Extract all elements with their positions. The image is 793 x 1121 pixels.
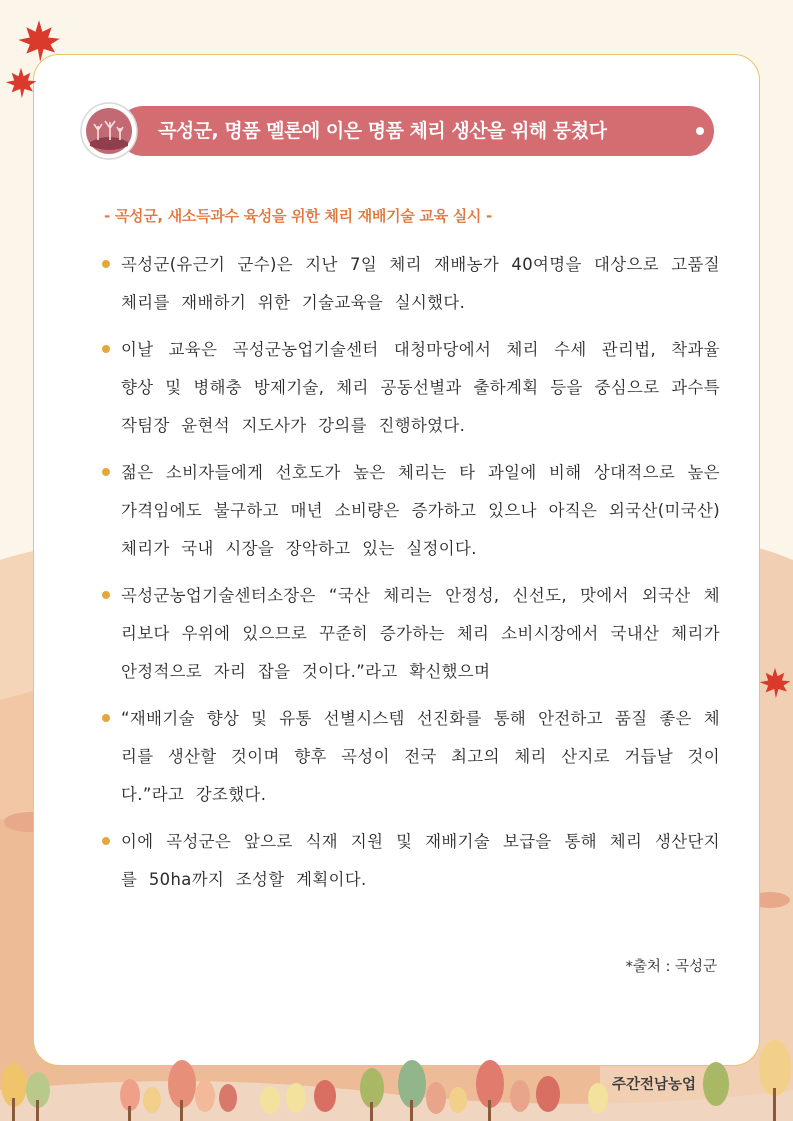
paragraph-text: “재배기술 향상 및 유통 선별시스템 선진화를 통해 안전하고 품질 좋은 체리를 생산할 것이며 향후 곡성이 전국 최고의 체리 산지로 거듭날 것이다.”라고 강조했다. xyxy=(121,709,720,804)
list-item xyxy=(100,700,720,814)
article-title: 곡성군, 명품 멜론에 이은 명품 체리 생산을 위해 뭉쳤다 xyxy=(158,120,607,142)
bullet-dot-icon xyxy=(102,260,110,268)
article-bullets xyxy=(100,246,720,908)
paragraph-text: 곡성군(유근기 군수)은 지난 7일 체리 재배농가 40여명을 대상으로 고품질 체리를 재배하기 위한 기술교육을 실시했다. xyxy=(121,255,720,312)
paragraph-text: 이에 곡성군은 앞으로 식재 지원 및 재배기술 보급을 통해 체리 생산단지를 50ha까지 조성할 계획이다. xyxy=(121,832,720,889)
title-banner xyxy=(118,106,714,156)
list-item xyxy=(100,823,720,899)
bullet-dot-icon xyxy=(102,345,110,353)
maple-leaf-icon xyxy=(758,666,792,700)
paragraph-text: 이날 교육은 곡성군농업기술센터 대청마당에서 체리 수세 관리법, 착과율 향상 및 병해충 방제기술, 체리 공동선별과 출하계획 등을 중심으로 과수특작팀장 윤현석 지도사가 강의를 진행하였다. xyxy=(121,340,720,435)
paragraph-text: 곡성군농업기술센터소장은 “국산 체리는 안정성, 신선도, 맛에서 외국산 체리보다 우위에 있으므로 꾸준히 증가하는 체리 소비시장에서 국내산 체리가 안정적으로 자리 잡을 것이다.”라고 확신했으며 xyxy=(121,586,720,681)
tree-row-decoration xyxy=(0,1040,793,1121)
bullet-dot-icon xyxy=(102,468,110,476)
tree-badge-icon xyxy=(80,102,138,160)
article-subtitle: - 곡성군, 새소득과수 육성을 위한 체리 재배기술 교육 실시 - xyxy=(104,207,492,225)
list-item xyxy=(100,577,720,691)
paragraph-text: 젊은 소비자들에게 선호도가 높은 체리는 타 과일에 비해 상대적으로 높은 가격임에도 불구하고 매년 소비량은 증가하고 있으나 아직은 외국산(미국산) 체리가 국내 시장을 장악하고 있는 실정이다. xyxy=(121,463,720,558)
source-credit: *출처 : 곡성군 xyxy=(625,959,717,975)
list-item xyxy=(100,454,720,568)
maple-leaf-icon xyxy=(4,66,38,100)
title-dot-icon xyxy=(696,127,704,135)
publication-name: 주간전남농업 xyxy=(612,1077,697,1093)
list-item xyxy=(100,246,720,322)
maple-leaf-icon xyxy=(16,18,62,64)
bullet-dot-icon xyxy=(102,837,110,845)
bullet-dot-icon xyxy=(102,591,110,599)
list-item xyxy=(100,331,720,445)
bullet-dot-icon xyxy=(102,714,110,722)
